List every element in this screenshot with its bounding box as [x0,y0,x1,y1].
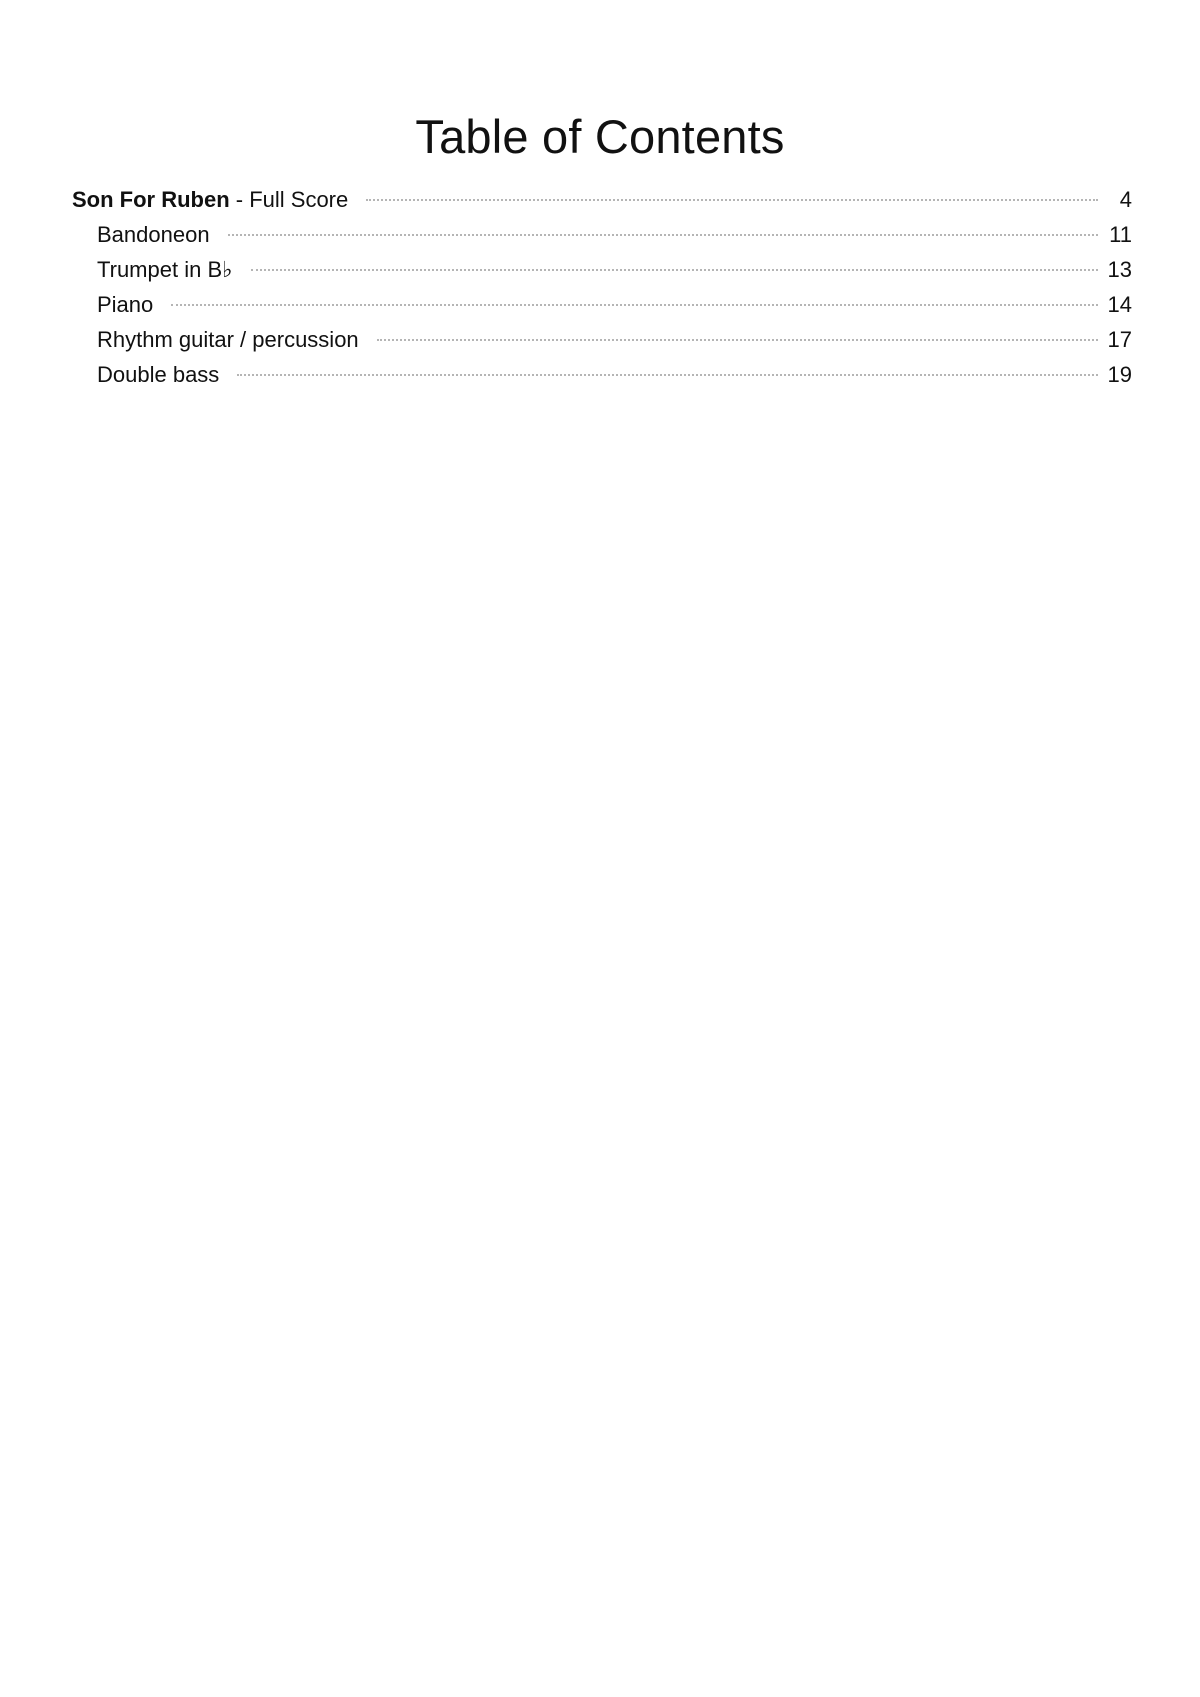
toc-entry-title: Piano [97,292,154,317]
toc-entry-piano[interactable] [72,287,1132,322]
toc-entry-page-number: 19 [1107,362,1132,387]
toc-entry-rhythm-guitar[interactable] [72,322,1132,357]
toc-entry-page-number: 14 [1107,292,1132,317]
toc-entry-page-number: 13 [1107,257,1132,282]
toc-entry-trumpet[interactable] [72,252,1132,287]
page-title: Table of Contents [415,110,785,164]
toc-entry-title [72,182,348,217]
dot-leader [251,269,1098,271]
toc-entry-page-number: 11 [1109,222,1132,247]
toc-entry-title-rest: - Full Score [229,187,349,212]
toc-entry-full-score[interactable] [72,182,1132,217]
toc-entry-title: Double bass [97,362,220,387]
dot-leader [228,234,1098,236]
dot-leader [171,304,1097,306]
toc-entry-bandoneon[interactable] [72,217,1132,252]
toc-entry-double-bass[interactable] [72,357,1132,392]
toc-entry-title: Bandoneon [97,222,210,247]
toc-entry-page-number: 17 [1107,327,1132,352]
toc-entry-title: Trumpet in B♭ [97,257,233,282]
dot-leader [377,339,1098,341]
dot-leader [366,199,1098,201]
toc-entry-title-bold: Son For Ruben [72,187,230,212]
toc-entry-title: Rhythm guitar / percussion [97,327,359,352]
table-of-contents [72,182,1132,392]
toc-entry-page-number: 4 [1119,187,1132,212]
dot-leader [237,374,1097,376]
